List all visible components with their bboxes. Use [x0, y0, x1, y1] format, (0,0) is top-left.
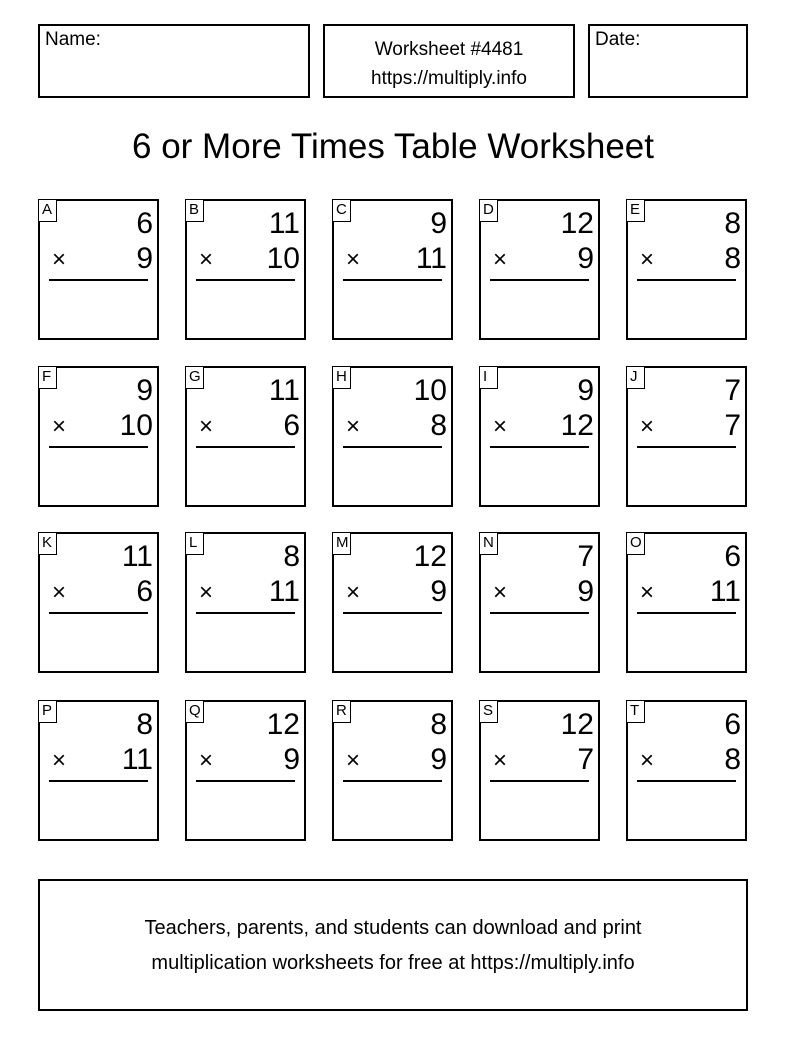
problem-bottom-number: 11 — [709, 575, 741, 608]
problem-card — [185, 532, 306, 673]
problem-card — [185, 700, 306, 841]
multiply-sign-icon: × — [52, 747, 67, 774]
problem-top-number: 12 — [560, 207, 594, 240]
answer-line — [490, 780, 589, 782]
problem-top-number: 7 — [577, 540, 594, 573]
problem-label: H — [332, 366, 351, 389]
problem-card — [332, 366, 453, 507]
problem-card — [38, 199, 159, 340]
multiply-sign-icon: × — [346, 246, 361, 273]
problem-top-number: 9 — [430, 207, 447, 240]
problem-card — [38, 366, 159, 507]
multiply-sign-icon: × — [199, 579, 214, 606]
problem-bottom-number: 6 — [283, 409, 300, 442]
problem-label: T — [626, 700, 645, 723]
problem-label: L — [185, 532, 204, 555]
problem-bottom-number: 8 — [724, 743, 741, 776]
multiply-sign-icon: × — [640, 579, 655, 606]
problem-card — [38, 700, 159, 841]
problem-top-number: 11 — [268, 207, 300, 240]
problem-bottom-number: 10 — [266, 242, 300, 275]
problem-label: Q — [185, 700, 204, 723]
problem-bottom-number: 8 — [430, 409, 447, 442]
problem-label: M — [332, 532, 351, 555]
problem-label: J — [626, 366, 645, 389]
problem-bottom-number: 9 — [577, 242, 594, 275]
problem-label: E — [626, 199, 645, 222]
multiply-sign-icon: × — [346, 579, 361, 606]
answer-line — [196, 279, 295, 281]
multiply-sign-icon: × — [640, 747, 655, 774]
problem-label: N — [479, 532, 498, 555]
multiply-sign-icon: × — [493, 747, 508, 774]
answer-line — [196, 780, 295, 782]
problem-card — [332, 700, 453, 841]
problem-card — [479, 199, 600, 340]
problem-bottom-number: 6 — [136, 575, 153, 608]
multiply-sign-icon: × — [52, 579, 67, 606]
problem-bottom-number: 9 — [430, 575, 447, 608]
problem-bottom-number: 11 — [268, 575, 300, 608]
problem-top-number: 8 — [724, 207, 741, 240]
footer-line-2: multiplication worksheets for free at https://multiply.info — [151, 952, 635, 974]
problem-label: I — [479, 366, 498, 389]
problem-bottom-number: 7 — [724, 409, 741, 442]
problem-label: O — [626, 532, 645, 555]
problem-top-number: 11 — [268, 374, 300, 407]
worksheet-info-box — [323, 24, 575, 98]
answer-line — [637, 612, 736, 614]
answer-line — [637, 446, 736, 448]
problem-card — [185, 199, 306, 340]
problem-top-number: 12 — [266, 708, 300, 741]
answer-line — [343, 780, 442, 782]
name-field-box[interactable] — [38, 24, 310, 98]
multiply-sign-icon: × — [346, 413, 361, 440]
problem-top-number: 6 — [724, 708, 741, 741]
problem-top-number: 9 — [136, 374, 153, 407]
problem-bottom-number: 11 — [121, 743, 153, 776]
answer-line — [49, 780, 148, 782]
date-label: Date: — [595, 29, 641, 50]
problem-label: R — [332, 700, 351, 723]
problem-label: P — [38, 700, 57, 723]
date-field-box[interactable] — [588, 24, 748, 98]
problem-bottom-number: 10 — [119, 409, 153, 442]
answer-line — [343, 612, 442, 614]
multiply-sign-icon: × — [199, 246, 214, 273]
problem-bottom-number: 9 — [430, 743, 447, 776]
worksheet-number: Worksheet #4481 — [374, 39, 524, 60]
problem-card — [626, 366, 747, 507]
problem-top-number: 7 — [724, 374, 741, 407]
answer-line — [490, 279, 589, 281]
problem-card — [185, 366, 306, 507]
problem-label: B — [185, 199, 204, 222]
problem-top-number: 11 — [121, 540, 153, 573]
multiply-sign-icon: × — [199, 413, 214, 440]
name-label: Name: — [45, 29, 101, 50]
problem-bottom-number: 7 — [577, 743, 594, 776]
problem-top-number: 8 — [283, 540, 300, 573]
multiply-sign-icon: × — [640, 246, 655, 273]
problem-label: G — [185, 366, 204, 389]
problem-card — [626, 532, 747, 673]
answer-line — [196, 612, 295, 614]
multiply-sign-icon: × — [52, 413, 67, 440]
multiply-sign-icon: × — [493, 413, 508, 440]
problem-card — [479, 532, 600, 673]
problem-label: F — [38, 366, 57, 389]
problem-top-number: 8 — [430, 708, 447, 741]
problem-label: C — [332, 199, 351, 222]
answer-line — [637, 780, 736, 782]
problem-label: A — [38, 199, 57, 222]
problem-top-number: 12 — [413, 540, 447, 573]
problem-top-number: 6 — [136, 207, 153, 240]
multiply-sign-icon: × — [52, 246, 67, 273]
problem-label: K — [38, 532, 57, 555]
multiply-sign-icon: × — [199, 747, 214, 774]
problem-bottom-number: 8 — [724, 242, 741, 275]
answer-line — [196, 446, 295, 448]
answer-line — [490, 612, 589, 614]
problem-top-number: 6 — [724, 540, 741, 573]
answer-line — [343, 279, 442, 281]
problem-card — [626, 700, 747, 841]
problem-bottom-number: 9 — [136, 242, 153, 275]
problem-label: S — [479, 700, 498, 723]
footer-line-1: Teachers, parents, and students can download and print — [144, 917, 642, 939]
multiply-sign-icon: × — [493, 579, 508, 606]
problem-top-number: 12 — [560, 708, 594, 741]
problem-card — [38, 532, 159, 673]
page-title: 6 or More Times Table Worksheet — [132, 127, 654, 166]
problem-bottom-number: 9 — [577, 575, 594, 608]
answer-line — [49, 612, 148, 614]
answer-line — [343, 446, 442, 448]
problem-top-number: 10 — [413, 374, 447, 407]
problem-card — [332, 532, 453, 673]
problem-bottom-number: 11 — [415, 242, 447, 275]
answer-line — [637, 279, 736, 281]
answer-line — [49, 279, 148, 281]
answer-line — [49, 446, 148, 448]
problem-label: D — [479, 199, 498, 222]
worksheet-url: https://multiply.info — [371, 68, 527, 89]
problem-bottom-number: 12 — [560, 409, 594, 442]
multiply-sign-icon: × — [493, 246, 508, 273]
problem-top-number: 8 — [136, 708, 153, 741]
problem-card — [626, 199, 747, 340]
footer-box — [38, 879, 748, 1011]
problem-card — [479, 366, 600, 507]
multiply-sign-icon: × — [346, 747, 361, 774]
problem-top-number: 9 — [577, 374, 594, 407]
multiply-sign-icon: × — [640, 413, 655, 440]
problem-card — [479, 700, 600, 841]
problem-card — [332, 199, 453, 340]
problem-bottom-number: 9 — [283, 743, 300, 776]
answer-line — [490, 446, 589, 448]
